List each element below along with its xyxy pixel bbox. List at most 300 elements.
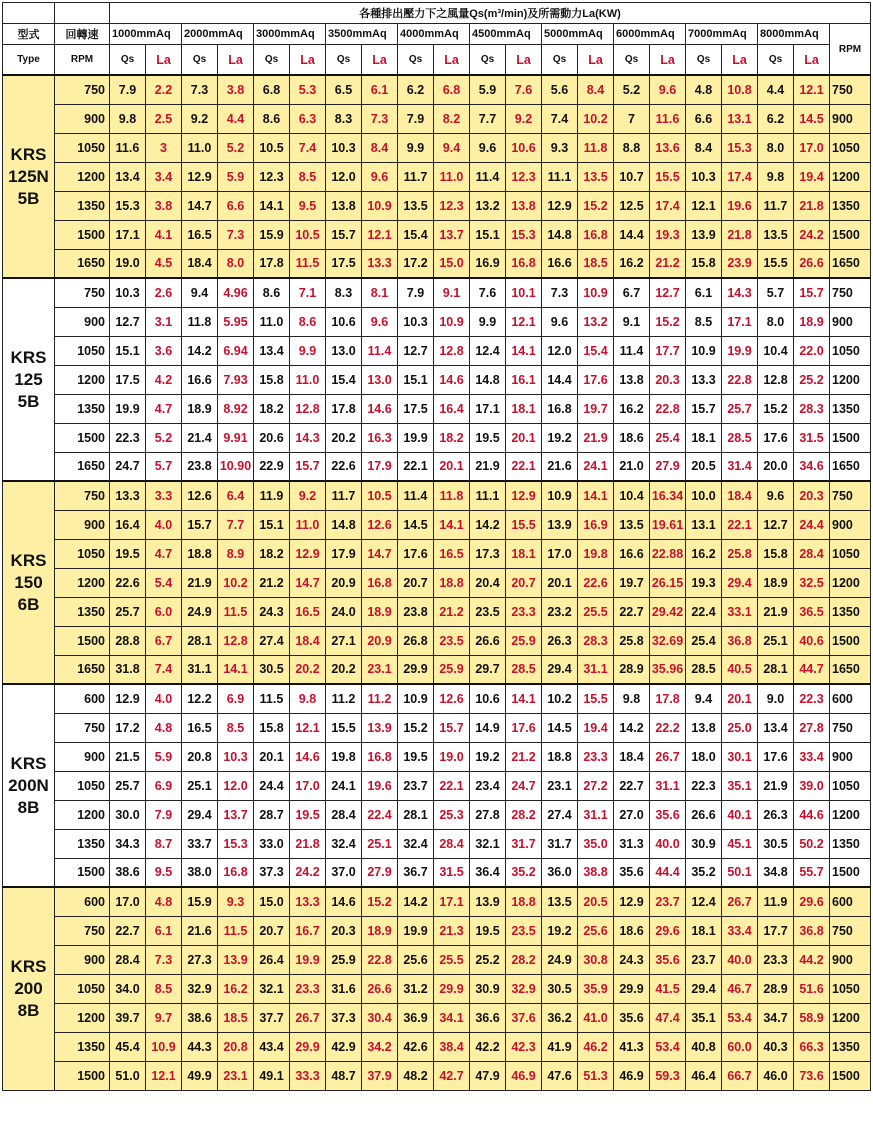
rpm-cell: 1200 <box>55 1003 110 1032</box>
qs-cell: 10.4 <box>758 336 794 365</box>
la-cell: 30.1 <box>722 742 758 771</box>
qs-cell: 42.2 <box>470 1032 506 1061</box>
qs-cell: 14.4 <box>542 365 578 394</box>
qs-cell: 37.3 <box>254 858 290 887</box>
la-cell: 20.9 <box>362 626 398 655</box>
la-cell: 6.3 <box>290 104 326 133</box>
la-cell: 7.1 <box>290 278 326 307</box>
qs-cell: 14.8 <box>470 365 506 394</box>
qs-cell: 13.9 <box>542 510 578 539</box>
table-row <box>3 655 871 684</box>
la-cell: 51.6 <box>794 974 830 1003</box>
qs-cell: 31.8 <box>110 655 146 684</box>
qs-cell: 26.4 <box>254 945 290 974</box>
la-cell: 9.5 <box>146 858 182 887</box>
table-row <box>3 887 871 916</box>
rpm-cell: 1500 <box>55 626 110 655</box>
la-cell: 17.7 <box>650 336 686 365</box>
qs-cell: 21.5 <box>110 742 146 771</box>
qs-cell: 38.6 <box>110 858 146 887</box>
la-cell: 4.5 <box>146 249 182 278</box>
qs-cell: 30.5 <box>758 829 794 858</box>
table-row <box>3 684 871 713</box>
la-cell: 12.9 <box>506 481 542 510</box>
la-cell: 3.3 <box>146 481 182 510</box>
qs-cell: 9.8 <box>110 104 146 133</box>
la-cell: 15.4 <box>578 336 614 365</box>
la-cell: 22.1 <box>506 452 542 481</box>
qs-cell: 27.4 <box>542 800 578 829</box>
rpm-cell: 750 <box>55 481 110 510</box>
rpm-cell: 1650 <box>55 249 110 278</box>
la-cell: 14.7 <box>290 568 326 597</box>
la-cell: 17.4 <box>722 162 758 191</box>
rpm-cell-right: 1200 <box>830 1003 871 1032</box>
qs-cell: 18.1 <box>686 916 722 945</box>
qs-cell: 5.7 <box>758 278 794 307</box>
la-cell: 22.1 <box>434 771 470 800</box>
la-cell: 23.9 <box>722 249 758 278</box>
qs-cell: 35.2 <box>686 858 722 887</box>
qs-cell: 10.5 <box>254 133 290 162</box>
la-cell: 28.2 <box>506 945 542 974</box>
qs-cell: 48.2 <box>398 1061 434 1090</box>
table-row <box>3 452 871 481</box>
pressure-header: 6000mmAq <box>614 24 686 45</box>
qs-cell: 11.7 <box>398 162 434 191</box>
qs-cell: 16.6 <box>182 365 218 394</box>
rpm-cell-right: 1200 <box>830 568 871 597</box>
la-header: La <box>218 45 254 76</box>
la-cell: 33.3 <box>290 1061 326 1090</box>
qs-cell: 10.4 <box>614 481 650 510</box>
la-cell: 6.7 <box>146 626 182 655</box>
la-cell: 9.9 <box>290 336 326 365</box>
qs-cell: 36.0 <box>542 858 578 887</box>
qs-cell: 35.6 <box>614 1003 650 1032</box>
qs-cell: 16.6 <box>542 249 578 278</box>
qs-cell: 24.3 <box>614 945 650 974</box>
la-cell: 9.5 <box>290 191 326 220</box>
la-cell: 17.4 <box>650 191 686 220</box>
rpm-cell-right: 1200 <box>830 162 871 191</box>
la-cell: 46.7 <box>722 974 758 1003</box>
rpm-cell-right: 1050 <box>830 771 871 800</box>
la-cell: 27.8 <box>794 713 830 742</box>
qs-cell: 12.6 <box>182 481 218 510</box>
la-cell: 12.1 <box>146 1061 182 1090</box>
la-cell: 25.9 <box>434 655 470 684</box>
la-cell: 2.5 <box>146 104 182 133</box>
corner-cell <box>3 3 55 24</box>
la-cell: 13.9 <box>362 713 398 742</box>
rpm-cell: 1500 <box>55 858 110 887</box>
la-cell: 20.3 <box>794 481 830 510</box>
qs-cell: 40.3 <box>758 1032 794 1061</box>
la-cell: 17.8 <box>650 684 686 713</box>
la-cell: 41.0 <box>578 1003 614 1032</box>
qs-cell: 19.8 <box>326 742 362 771</box>
la-cell: 14.1 <box>506 336 542 365</box>
qs-cell: 15.2 <box>398 713 434 742</box>
la-cell: 50.1 <box>722 858 758 887</box>
la-cell: 6.1 <box>146 916 182 945</box>
la-cell: 9.6 <box>362 307 398 336</box>
la-cell: 25.1 <box>362 829 398 858</box>
qs-cell: 21.0 <box>614 452 650 481</box>
la-cell: 25.9 <box>506 626 542 655</box>
la-cell: 13.8 <box>506 191 542 220</box>
la-cell: 29.9 <box>290 1032 326 1061</box>
qs-cell: 13.5 <box>614 510 650 539</box>
qs-cell: 13.4 <box>110 162 146 191</box>
rpm-cell: 1350 <box>55 191 110 220</box>
la-cell: 18.8 <box>506 887 542 916</box>
qs-header: Qs <box>542 45 578 76</box>
qs-cell: 10.9 <box>398 684 434 713</box>
qs-cell: 16.2 <box>686 539 722 568</box>
la-cell: 45.1 <box>722 829 758 858</box>
la-cell: 16.5 <box>434 539 470 568</box>
table-row <box>3 539 871 568</box>
qs-cell: 23.2 <box>542 597 578 626</box>
la-cell: 5.7 <box>146 452 182 481</box>
la-cell: 16.8 <box>362 568 398 597</box>
qs-cell: 45.4 <box>110 1032 146 1061</box>
table-title: 各種排出壓力下之風量Qs(m³/min)及所需動力La(KW) <box>110 3 871 24</box>
qs-cell: 25.2 <box>470 945 506 974</box>
qs-cell: 19.9 <box>110 394 146 423</box>
la-cell: 11.4 <box>362 336 398 365</box>
rpm-cell-right: 1650 <box>830 452 871 481</box>
rpm-cell-right: 1500 <box>830 423 871 452</box>
la-header: La <box>650 45 686 76</box>
qs-cell: 9.4 <box>686 684 722 713</box>
la-cell: 3.4 <box>146 162 182 191</box>
la-cell: 42.3 <box>506 1032 542 1061</box>
la-cell: 12.8 <box>290 394 326 423</box>
qs-cell: 36.4 <box>470 858 506 887</box>
table-row <box>3 162 871 191</box>
la-cell: 8.92 <box>218 394 254 423</box>
qs-cell: 46.4 <box>686 1061 722 1090</box>
rpm-cell-right: 900 <box>830 945 871 974</box>
la-cell: 18.9 <box>362 597 398 626</box>
la-cell: 9.91 <box>218 423 254 452</box>
la-cell: 4.8 <box>146 713 182 742</box>
la-cell: 3.6 <box>146 336 182 365</box>
rpm-cell: 750 <box>55 916 110 945</box>
rpm-cell: 1350 <box>55 394 110 423</box>
la-cell: 2.6 <box>146 278 182 307</box>
la-cell: 4.1 <box>146 220 182 249</box>
qs-cell: 25.6 <box>398 945 434 974</box>
qs-cell: 15.8 <box>686 249 722 278</box>
la-cell: 25.2 <box>794 365 830 394</box>
qs-cell: 29.7 <box>470 655 506 684</box>
qs-cell: 48.7 <box>326 1061 362 1090</box>
rpm-cell-right: 750 <box>830 916 871 945</box>
la-cell: 38.8 <box>578 858 614 887</box>
qs-cell: 24.9 <box>542 945 578 974</box>
qs-cell: 23.8 <box>182 452 218 481</box>
qs-cell: 19.7 <box>614 568 650 597</box>
la-header: La <box>146 45 182 76</box>
qs-cell: 18.8 <box>542 742 578 771</box>
table-row <box>3 568 871 597</box>
qs-cell: 25.1 <box>758 626 794 655</box>
qs-cell: 19.2 <box>542 916 578 945</box>
qs-cell: 29.4 <box>542 655 578 684</box>
qs-cell: 5.6 <box>542 75 578 104</box>
la-cell: 15.5 <box>506 510 542 539</box>
la-cell: 8.4 <box>578 75 614 104</box>
qs-cell: 36.2 <box>542 1003 578 1032</box>
la-cell: 14.6 <box>434 365 470 394</box>
qs-cell: 8.8 <box>614 133 650 162</box>
la-cell: 18.1 <box>506 394 542 423</box>
la-cell: 31.5 <box>794 423 830 452</box>
la-cell: 7.9 <box>146 800 182 829</box>
qs-cell: 28.9 <box>614 655 650 684</box>
la-cell: 16.34 <box>650 481 686 510</box>
qs-cell: 22.7 <box>614 771 650 800</box>
qs-cell: 21.2 <box>254 568 290 597</box>
qs-cell: 14.2 <box>182 336 218 365</box>
la-cell: 16.8 <box>218 858 254 887</box>
la-header: La <box>794 45 830 76</box>
rpm-header-zh: 回轉速 <box>55 24 110 45</box>
qs-cell: 19.5 <box>470 916 506 945</box>
qs-header: Qs <box>326 45 362 76</box>
qs-cell: 15.4 <box>326 365 362 394</box>
qs-cell: 46.0 <box>758 1061 794 1090</box>
la-cell: 31.7 <box>506 829 542 858</box>
qs-cell: 40.8 <box>686 1032 722 1061</box>
la-cell: 47.4 <box>650 1003 686 1032</box>
la-cell: 26.6 <box>362 974 398 1003</box>
la-cell: 9.6 <box>650 75 686 104</box>
la-cell: 32.9 <box>506 974 542 1003</box>
la-cell: 26.15 <box>650 568 686 597</box>
qs-cell: 8.4 <box>686 133 722 162</box>
rpm-cell-right: 750 <box>830 278 871 307</box>
la-cell: 19.5 <box>290 800 326 829</box>
qs-cell: 31.6 <box>326 974 362 1003</box>
qs-cell: 8.0 <box>758 133 794 162</box>
qs-cell: 6.7 <box>614 278 650 307</box>
qs-cell: 41.3 <box>614 1032 650 1061</box>
qs-cell: 16.2 <box>614 394 650 423</box>
la-cell: 36.8 <box>794 916 830 945</box>
qs-cell: 10.3 <box>686 162 722 191</box>
la-cell: 60.0 <box>722 1032 758 1061</box>
la-cell: 27.2 <box>578 771 614 800</box>
qs-cell: 10.6 <box>470 684 506 713</box>
la-cell: 7.93 <box>218 365 254 394</box>
rpm-cell-right: 1500 <box>830 626 871 655</box>
la-cell: 55.7 <box>794 858 830 887</box>
la-cell: 6.1 <box>362 75 398 104</box>
la-cell: 21.8 <box>290 829 326 858</box>
la-cell: 22.1 <box>722 510 758 539</box>
qs-cell: 47.6 <box>542 1061 578 1090</box>
qs-cell: 22.1 <box>398 452 434 481</box>
qs-cell: 22.6 <box>110 568 146 597</box>
qs-cell: 34.7 <box>758 1003 794 1032</box>
qs-header: Qs <box>614 45 650 76</box>
qs-cell: 22.9 <box>254 452 290 481</box>
qs-cell: 15.7 <box>686 394 722 423</box>
la-cell: 12.1 <box>290 713 326 742</box>
la-cell: 35.6 <box>650 945 686 974</box>
qs-cell: 27.4 <box>254 626 290 655</box>
la-cell: 41.5 <box>650 974 686 1003</box>
la-cell: 25.3 <box>434 800 470 829</box>
qs-cell: 26.6 <box>470 626 506 655</box>
la-cell: 4.2 <box>146 365 182 394</box>
qs-cell: 28.9 <box>758 974 794 1003</box>
la-cell: 37.6 <box>506 1003 542 1032</box>
la-cell: 21.8 <box>794 191 830 220</box>
qs-cell: 15.4 <box>398 220 434 249</box>
qs-cell: 10.3 <box>326 133 362 162</box>
la-cell: 28.5 <box>722 423 758 452</box>
rpm-cell-right: 1050 <box>830 336 871 365</box>
la-cell: 17.0 <box>290 771 326 800</box>
la-cell: 20.2 <box>290 655 326 684</box>
la-cell: 53.4 <box>650 1032 686 1061</box>
qs-cell: 10.0 <box>686 481 722 510</box>
la-cell: 26.7 <box>722 887 758 916</box>
rpm-cell: 1500 <box>55 1061 110 1090</box>
la-cell: 53.4 <box>722 1003 758 1032</box>
la-cell: 23.3 <box>578 742 614 771</box>
pressure-header: 5000mmAq <box>542 24 614 45</box>
qs-cell: 19.5 <box>398 742 434 771</box>
table-row <box>3 191 871 220</box>
qs-cell: 12.7 <box>758 510 794 539</box>
la-cell: 7.4 <box>290 133 326 162</box>
qs-cell: 33.7 <box>182 829 218 858</box>
qs-cell: 29.4 <box>182 800 218 829</box>
qs-cell: 20.3 <box>326 916 362 945</box>
rpm-cell: 1200 <box>55 365 110 394</box>
la-cell: 10.9 <box>146 1032 182 1061</box>
qs-cell: 10.2 <box>542 684 578 713</box>
la-cell: 10.9 <box>362 191 398 220</box>
la-cell: 6.8 <box>434 75 470 104</box>
qs-cell: 14.4 <box>614 220 650 249</box>
qs-cell: 32.4 <box>398 829 434 858</box>
table-row <box>3 800 871 829</box>
la-cell: 8.4 <box>362 133 398 162</box>
rpm-cell: 1050 <box>55 539 110 568</box>
qs-cell: 17.0 <box>542 539 578 568</box>
la-cell: 24.1 <box>578 452 614 481</box>
la-cell: 17.0 <box>794 133 830 162</box>
qs-cell: 19.9 <box>398 423 434 452</box>
qs-cell: 47.9 <box>470 1061 506 1090</box>
la-cell: 5.3 <box>290 75 326 104</box>
qs-cell: 16.4 <box>110 510 146 539</box>
qs-cell: 21.9 <box>758 771 794 800</box>
la-cell: 4.0 <box>146 510 182 539</box>
qs-cell: 18.9 <box>758 568 794 597</box>
rpm-cell-right: 900 <box>830 742 871 771</box>
rpm-cell-right: 1050 <box>830 974 871 1003</box>
la-cell: 38.4 <box>434 1032 470 1061</box>
la-cell: 18.4 <box>290 626 326 655</box>
qs-cell: 13.5 <box>542 887 578 916</box>
la-cell: 6.4 <box>218 481 254 510</box>
qs-cell: 9.3 <box>542 133 578 162</box>
model-cell: KRS 125N 5B <box>3 75 55 278</box>
la-cell: 5.9 <box>218 162 254 191</box>
qs-cell: 20.7 <box>398 568 434 597</box>
rpm-cell: 1650 <box>55 655 110 684</box>
rpm-cell-right: 1650 <box>830 655 871 684</box>
la-header: La <box>578 45 614 76</box>
table-row <box>3 1061 871 1090</box>
la-cell: 24.2 <box>794 220 830 249</box>
qs-cell: 15.5 <box>326 713 362 742</box>
table-row <box>3 336 871 365</box>
qs-cell: 20.5 <box>686 452 722 481</box>
qs-cell: 11.2 <box>326 684 362 713</box>
qs-cell: 17.1 <box>110 220 146 249</box>
la-cell: 10.2 <box>218 568 254 597</box>
la-cell: 25.5 <box>578 597 614 626</box>
qs-cell: 37.7 <box>254 1003 290 1032</box>
la-cell: 13.2 <box>578 307 614 336</box>
la-cell: 31.1 <box>578 800 614 829</box>
rpm-cell-right: 1050 <box>830 539 871 568</box>
la-cell: 15.7 <box>794 278 830 307</box>
qs-cell: 49.1 <box>254 1061 290 1090</box>
la-cell: 15.0 <box>434 249 470 278</box>
qs-cell: 6.5 <box>326 75 362 104</box>
qs-cell: 44.3 <box>182 1032 218 1061</box>
rpm-cell: 1350 <box>55 829 110 858</box>
qs-cell: 21.9 <box>758 597 794 626</box>
la-cell: 33.4 <box>794 742 830 771</box>
rpm-cell: 900 <box>55 104 110 133</box>
la-cell: 20.5 <box>578 887 614 916</box>
la-cell: 24.7 <box>506 771 542 800</box>
pressure-header: 4000mmAq <box>398 24 470 45</box>
la-cell: 19.9 <box>290 945 326 974</box>
la-cell: 23.1 <box>218 1061 254 1090</box>
la-cell: 35.1 <box>722 771 758 800</box>
la-cell: 19.7 <box>578 394 614 423</box>
qs-cell: 22.7 <box>110 916 146 945</box>
qs-cell: 23.8 <box>398 597 434 626</box>
qs-cell: 18.4 <box>182 249 218 278</box>
performance-table <box>2 2 871 1091</box>
qs-cell: 27.1 <box>326 626 362 655</box>
la-cell: 14.6 <box>362 394 398 423</box>
la-cell: 3.8 <box>146 191 182 220</box>
la-cell: 29.42 <box>650 597 686 626</box>
qs-cell: 16.2 <box>614 249 650 278</box>
la-cell: 15.3 <box>218 829 254 858</box>
la-cell: 11.8 <box>434 481 470 510</box>
table-row <box>3 104 871 133</box>
qs-cell: 35.6 <box>614 858 650 887</box>
corner-cell <box>55 3 110 24</box>
la-cell: 3.8 <box>218 75 254 104</box>
